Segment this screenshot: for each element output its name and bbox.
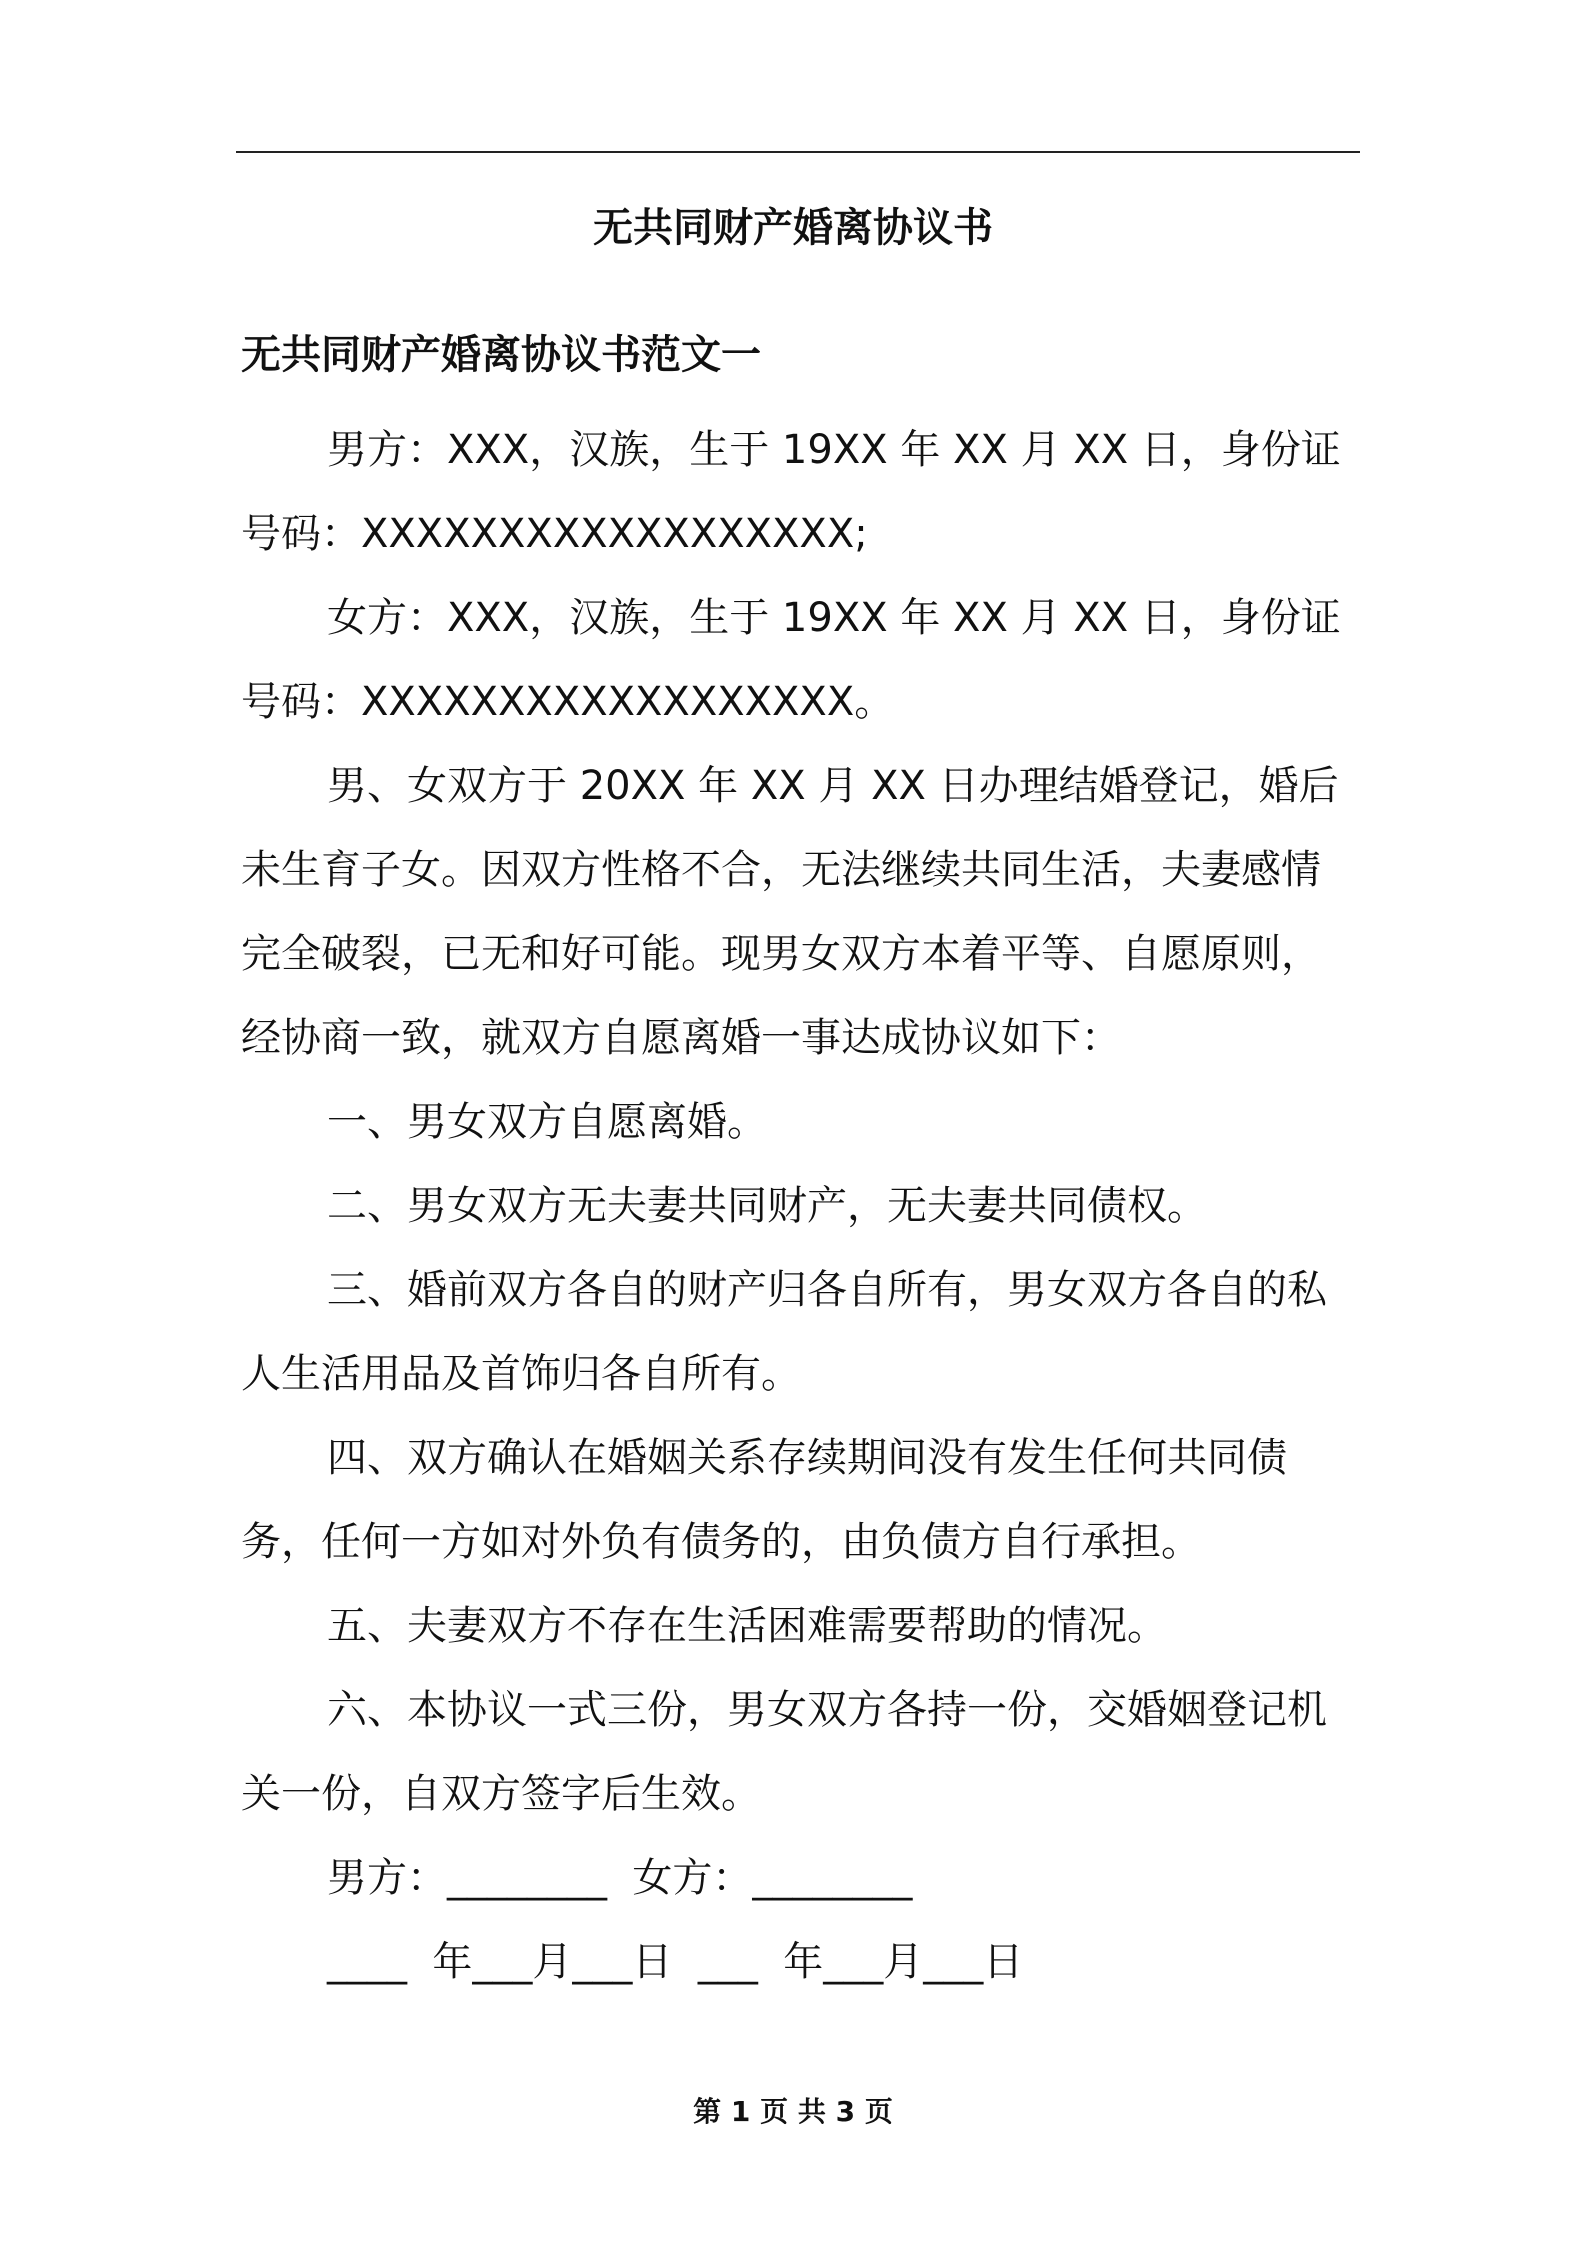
clause-4: 四、双方确认在婚姻关系存续期间没有发生任何共同债务，任何一方如对外负有债务的，由负债方自行承担。	[241, 1435, 1287, 1565]
paragraph-male-party: 男方：XXX，汉族，生于 19XX 年 XX 月 XX 日，身份证号码：XXXXXXXXXXXXXXXXXX;	[241, 427, 1341, 557]
paragraph-marriage-background: 男、女双方于 20XX 年 XX 月 XX 日办理结婚登记，婚后未生育子女。因双方性格不合，无法继续共同生活，夫妻感情完全破裂，已无和好可能。现男女双方本着平等、自愿原则，经协商一致，就双方自愿离婚一事达成协议如下：	[241, 763, 1339, 1061]
clause-5: 五、夫妻双方不存在生活困难需要帮助的情况。	[327, 1603, 1167, 1649]
header-rule	[236, 151, 1360, 153]
document-body	[241, 408, 1355, 2004]
page-indicator: 第 1 页 共 3 页	[693, 2095, 893, 2128]
clause-3: 三、婚前双方各自的财产归各自所有，男女双方各自的私人生活用品及首饰归各自所有。	[241, 1267, 1327, 1397]
signature-line: 男方：________ 女方：________	[327, 1855, 913, 1901]
document-title: 无共同财产婚离协议书	[593, 205, 993, 251]
paragraph-female-party: 女方：XXX，汉族，生于 19XX 年 XX 月 XX 日，身份证号码：XXXXXXXXXXXXXXXXXX。	[241, 595, 1341, 725]
clause-6: 六、本协议一式三份，男女双方各持一份，交婚姻登记机关一份，自双方签字后生效。	[241, 1687, 1327, 1817]
date-line: ____ 年___月___日 ___ 年___月___日	[327, 1939, 1024, 1985]
document-subtitle: 无共同财产婚离协议书范文一	[241, 332, 761, 378]
clause-2: 二、男女双方无夫妻共同财产，无夫妻共同债权。	[327, 1183, 1207, 1229]
clause-1: 一、男女双方自愿离婚。	[327, 1099, 767, 1145]
